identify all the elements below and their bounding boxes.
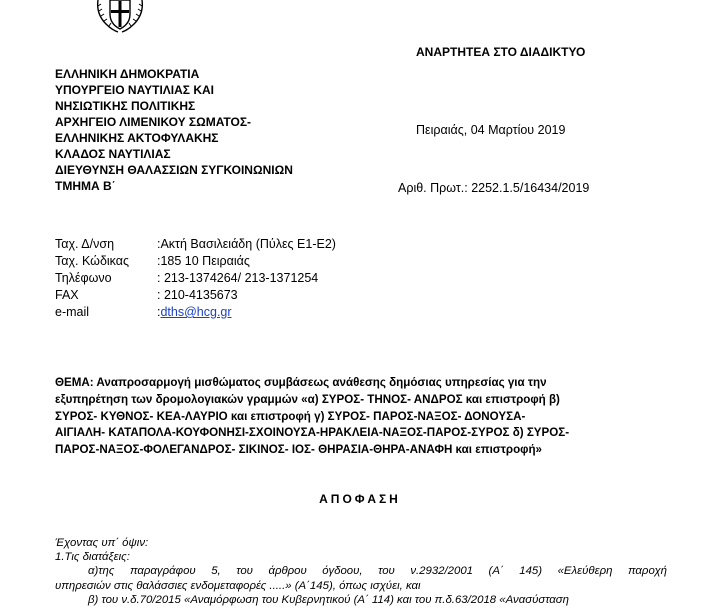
greek-coat-of-arms-icon: [92, 0, 148, 40]
org-line: ΚΛΑΔΟΣ ΝΑΥΤΙΛΙΑΣ: [55, 147, 171, 161]
contact-label: Τηλέφωνο: [55, 271, 112, 285]
contact-value: :185 10 Πειραιάς: [157, 254, 250, 268]
contact-details: [55, 236, 336, 321]
body-line: β) του ν.δ.70/2015 «Αναμόρφωση του Κυβερνητικού (Α΄ 114) και του π.δ.63/2018 «Ανασύσταση: [88, 593, 569, 606]
decision-heading: ΑΠΟΦΑΣΗ: [319, 492, 401, 506]
contact-row-postcode: [55, 253, 336, 270]
subject-block: [55, 375, 667, 459]
org-line: ΔΙΕΥΘΥΝΣΗ ΘΑΛΑΣΣΙΩΝ ΣΥΓΚΟΙΝΩΝΙΩΝ: [55, 163, 293, 177]
org-line: ΑΡΧΗΓΕΙΟ ΛΙΜΕΝΙΚΟΥ ΣΩΜΑΤΟΣ-: [55, 115, 252, 129]
org-line: ΥΠΟΥΡΓΕΙΟ ΝΑΥΤΙΛΙΑΣ ΚΑΙ: [55, 83, 215, 97]
publish-notice: ΑΝΑΡΤΗΤΕΑ ΣΤΟ ΔΙΑΔΙΚΤΥΟ: [416, 45, 586, 59]
contact-label: FAX: [55, 288, 79, 302]
subject-line: ΑΙΓΙΑΛΗ- ΚΑΤΑΠΟΛΑ-ΚΟΥΦΟΝΗΣΙ-ΣΧΟΙΝΟΥΣΑ-ΗΡΑΚΛΕΙΑ-ΝΑΞΟΣ-ΠΑΡΟΣ-ΣΥΡΟΣ δ) ΣΥΡΟΣ-: [55, 426, 570, 440]
contact-label: e-mail: [55, 305, 90, 319]
contact-value: : 213-1374264/ 213-1371254: [157, 271, 319, 285]
contact-row-address: [55, 236, 336, 253]
subject-line: ΠΑΡΟΣ-ΝΑΞΟΣ-ΦΟΛΕΓΑΝΔΡΟΣ- ΣΙΚΙΝΟΣ- ΙΟΣ- ΘΗΡΑΣΙΑ-ΘΗΡΑ-ΑΝΑΦΗ και επιστροφή»: [55, 443, 542, 457]
contact-label: Ταχ. Κώδικας: [55, 254, 130, 268]
issuing-authority: [55, 66, 355, 194]
subject-line: ΘΕΜΑ: Αναπροσαρμογή μισθώματος συμβάσεως ανάθεσης δημόσιας υπηρεσίας για την: [55, 376, 547, 389]
body-line: 1.Τις διατάξεις:: [55, 551, 130, 564]
org-line: ΤΜΗΜΑ Β΄: [55, 179, 116, 193]
document-date: Πειραιάς, 04 Μαρτίου 2019: [416, 123, 566, 137]
email-link[interactable]: dths@hcg.gr: [160, 305, 232, 319]
contact-label: Ταχ. Δ/νση: [55, 237, 115, 251]
document-body: [55, 536, 667, 607]
contact-row-phone: [55, 270, 336, 287]
contact-row-email: [55, 304, 336, 321]
contact-value: : 210-4135673: [157, 288, 238, 302]
contact-row-fax: [55, 287, 336, 304]
subject-line: ΣΥΡΟΣ- ΚΥΘΝΟΣ- ΚΕΑ-ΛΑΥΡΙΟ και επιστροφή γ) ΣΥΡΟΣ- ΠΑΡΟΣ-ΝΑΞΟΣ- ΔΟΝΟΥΣΑ-: [55, 409, 526, 423]
body-line: α)της παραγράφου 5, του άρθρου όγδοου, του ν.2932/2001 (Α΄ 145) «Ελεύθερη παροχή: [88, 565, 667, 578]
org-line: ΕΛΛΗΝΙΚΗΣ ΑΚΤΟΦΥΛΑΚΗΣ: [55, 131, 219, 145]
subject-line: εξυπηρέτηση των δρομολογιακών γραμμών «α) ΣΥΡΟΣ- ΤΗΝΟΣ- ΑΝΔΡΟΣ και επιστροφή β): [55, 392, 560, 406]
org-line: ΕΛΛΗΝΙΚΗ ΔΗΜΟΚΡΑΤΙΑ: [55, 67, 200, 81]
contact-prefix: :: [157, 305, 161, 319]
body-line: υπηρεσιών στις θαλάσσιες ενδομεταφορές .....» (Α΄145), όπως ισχύει, και: [55, 579, 421, 592]
org-line: ΝΗΣΙΩΤΙΚΗΣ ΠΟΛΙΤΙΚΗΣ: [55, 99, 196, 113]
body-line: Έχοντας υπ΄ όψιν:: [55, 537, 149, 549]
contact-value: :Ακτή Βασιλειάδη (Πύλες Ε1-Ε2): [157, 237, 336, 251]
protocol-number: Αριθ. Πρωτ.: 2252.1.5/16434/2019: [398, 181, 590, 195]
